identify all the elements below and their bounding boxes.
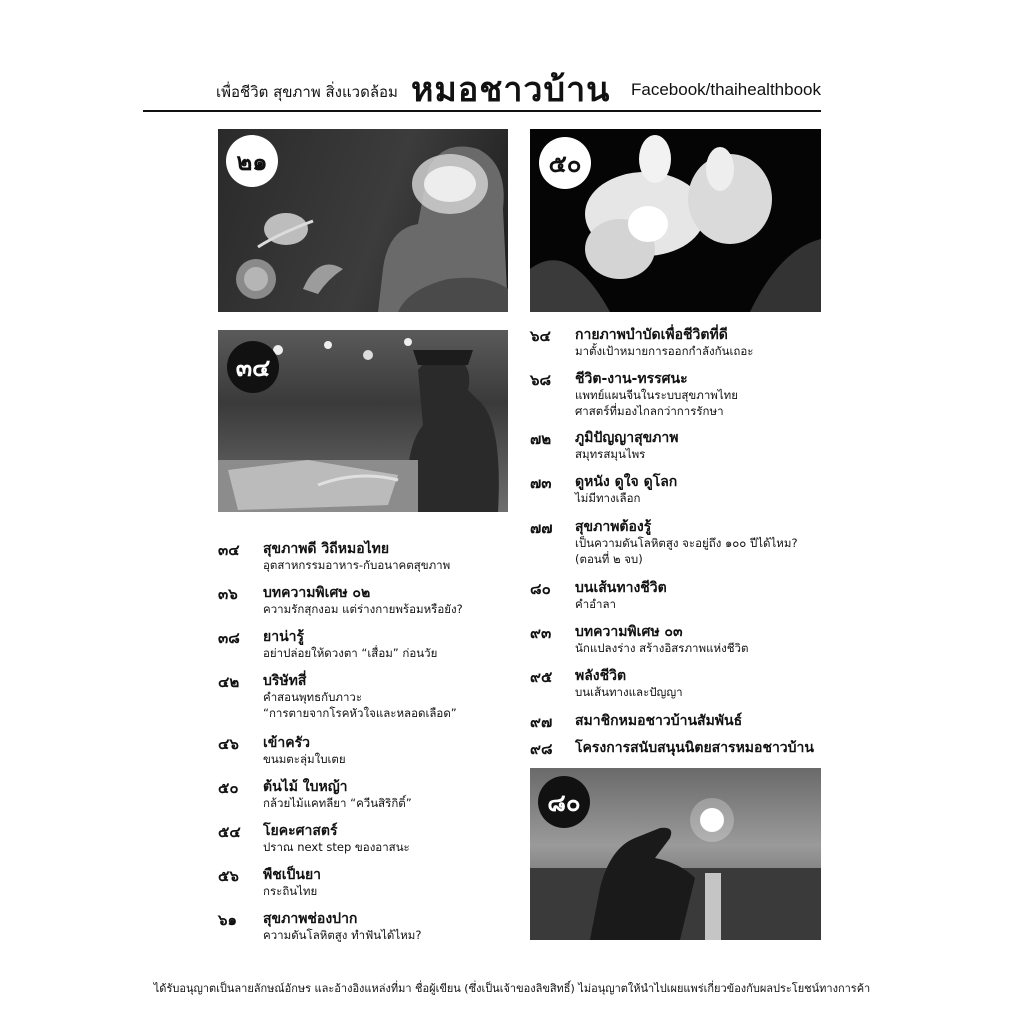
toc-page-number: ๖๑ [218, 911, 238, 929]
toc-subtitle: ขนมตะลุ่มใบเตย [263, 752, 346, 766]
toc-title: ดูหนัง ดูใจ ดูโลก [575, 474, 678, 490]
toc-title: ภูมิปัญญาสุขภาพ [575, 430, 679, 446]
toc-page-number: ๕๐ [218, 779, 239, 797]
toc-page-number: ๕๔ [218, 823, 241, 841]
toc-title: สมาชิกหมอชาวบ้านสัมพันธ์ [575, 713, 743, 729]
toc-page-number: ๙๗ [530, 713, 553, 731]
toc-page-number: ๓๔ [218, 541, 240, 559]
tagline: เพื่อชีวิต สุขภาพ สิ่งแวดล้อม [216, 83, 398, 101]
toc-title: สุขภาพต้องรู้ [575, 519, 652, 535]
facebook-link[interactable]: Facebook/thaihealthbook [631, 80, 821, 99]
toc-subtitle: ความดันโลหิตสูง ทำฟันได้ไหม? [263, 928, 422, 942]
toc-subtitle: ความรักสุกงอม แต่ร่างกายพร้อมหรือยัง? [263, 602, 463, 616]
toc-page-number: ๗๗ [530, 519, 553, 537]
toc-page-number: ๙๕ [530, 668, 553, 686]
toc-subtitle: อุตสาหกรรมอาหาร-กับอนาคตสุขภาพ [263, 558, 451, 572]
photo-brain [218, 129, 508, 312]
toc-title: พลังชีวิต [575, 668, 627, 684]
masthead-header [143, 60, 823, 110]
toc-subtitle: ศาสตร์ที่มองไกลกว่าการรักษา [575, 404, 724, 418]
toc-subtitle: กระถินไทย [263, 884, 318, 898]
toc-title: กายภาพบำบัดเพื่อชีวิตที่ดี [575, 327, 728, 343]
toc-title: เข้าครัว [263, 735, 310, 751]
toc-page-number: ๔๒ [218, 673, 240, 691]
toc-title: บนเส้นทางชีวิต [575, 580, 667, 596]
toc-page-number: ๙๘ [530, 740, 553, 758]
toc-title: บริษัทสี่ [263, 673, 307, 689]
toc-title: ยาน่ารู้ [263, 629, 305, 645]
page-badge-34: ๓๔ [227, 341, 279, 393]
toc-subtitle: อย่าปล่อยให้ดวงตา “เสื่อม” ก่อนวัย [263, 646, 438, 660]
toc-subtitle: คำอำลา [575, 597, 617, 611]
toc-subtitle: “การตายจากโรคหัวใจและหลอดเลือด” [263, 706, 457, 720]
toc-subtitle: ปราณ next step ของอาสนะ [263, 840, 410, 854]
toc-page-number: ๘๐ [530, 580, 551, 598]
toc-title: ชีวิต-งาน-ทรรศนะ [575, 371, 688, 387]
photo-orchid [530, 129, 821, 312]
toc-title: บทความพิเศษ ๐๒ [263, 585, 371, 601]
toc-page-number: ๕๖ [218, 867, 239, 885]
toc-subtitle: ไม่มีทางเลือก [575, 491, 641, 505]
toc-subtitle: สมุทรสมุนไพร [575, 447, 646, 461]
toc-subtitle: เป็นความดันโลหิตสูง จะอยู่ถึง ๑๐๐ ปีได้ไหม? [575, 536, 798, 550]
header-rule [143, 110, 821, 112]
toc-page-number: ๖๔ [530, 327, 551, 345]
toc-page-number: ๓๖ [218, 585, 238, 603]
page-badge-50: ๕๐ [539, 137, 591, 189]
toc-title: บทความพิเศษ ๐๓ [575, 624, 683, 640]
photo-food-vendor [218, 330, 508, 512]
toc-title: โยคะศาสตร์ [263, 823, 338, 839]
photo-sunset-hand [530, 768, 821, 940]
toc-subtitle: บนเส้นทางและปัญญา [575, 685, 683, 699]
toc-subtitle: มาตั้งเป้าหมายการออกกำลังกันเถอะ [575, 344, 754, 358]
toc-page-number: ๖๘ [530, 371, 552, 389]
toc-title: สุขภาพช่องปาก [263, 911, 358, 927]
toc-title: ต้นไม้ ใบหญ้า [263, 779, 348, 795]
toc-page-number: ๓๘ [218, 629, 240, 647]
toc-subtitle: คำสอนพุทธกับภาวะ [263, 690, 363, 704]
toc-title: สุขภาพดี วิถีหมอไทย [263, 541, 390, 557]
toc-subtitle: กล้วยไม้แคทลียา “ควีนสิริกิติ์” [263, 796, 412, 810]
toc-title: โครงการสนับสนุนนิตยสารหมอชาวบ้าน [575, 740, 814, 756]
toc-page-number: ๔๖ [218, 735, 239, 753]
page-badge-21: ๒๑ [226, 135, 278, 187]
toc-title: พืชเป็นยา [263, 867, 322, 883]
toc-page-number: ๗๓ [530, 474, 552, 492]
toc-page-number: ๙๓ [530, 624, 552, 642]
magazine-title: หมอชาวบ้าน [411, 70, 611, 110]
toc-subtitle: (ตอนที่ ๒ จบ) [575, 552, 643, 566]
toc-subtitle: แพทย์แผนจีนในระบบสุขภาพไทย [575, 388, 738, 402]
copyright-notice: ได้รับอนุญาตเป็นลายลักษณ์อักษร และอ้างอิงแหล่งที่มา ชื่อผู้เขียน (ซึ่งเป็นเจ้าของลิขสิทธิ์) ไม่อนุญาตให้นำไปเผยแพร่เกี่ยวข้องกับผลประโยชน์ทางการค้า [153, 982, 871, 995]
page-badge-80: ๘๐ [538, 776, 590, 828]
toc-page-number: ๗๒ [530, 430, 552, 448]
toc-subtitle: นักแปลงร่าง สร้างอิสรภาพแห่งชีวิต [575, 641, 749, 655]
